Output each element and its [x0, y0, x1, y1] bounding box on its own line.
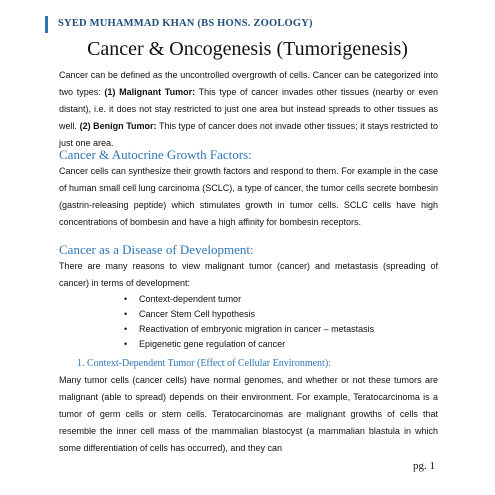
intro-text-1: Cancer can be defined as the uncontrolled overgrowth of cells. Cancer can be categorized into two types:: [59, 70, 438, 97]
list-item: • Reactivation of embryonic migration in cancer – metastasis: [124, 322, 374, 337]
header-accent-bar: [45, 16, 48, 33]
page-title: Cancer & Oncogenesis (Tumorigenesis): [87, 38, 408, 60]
list-item: • Cancer Stem Cell hypothesis: [124, 307, 374, 322]
subsection-heading-context-dependent: 1. Context-Dependent Tumor (Effect of Cellular Environment):: [77, 358, 331, 369]
section-heading-development: Cancer as a Disease of Development:: [59, 242, 254, 257]
development-reasons-list: [124, 292, 374, 352]
intro-text-3: This type of cancer does not invade other tissues; it stays restricted to just one area.: [59, 121, 438, 148]
document-header: SYED MUHAMMAD KHAN (BS HONS. ZOOLOGY): [58, 18, 313, 29]
page-number: pg. 1: [413, 460, 435, 472]
list-item: • Context-dependent tumor: [124, 292, 374, 307]
section-heading-autocrine: Cancer & Autocrine Growth Factors:: [59, 147, 252, 162]
intro-paragraph: [59, 67, 438, 152]
benign-tumor-label: (2) Benign Tumor:: [79, 121, 157, 131]
malignant-tumor-label: (1) Malignant Tumor:: [104, 87, 196, 97]
intro-text-2: This type of cancer invades other tissues (nearby or even distant), i.e. it does not stay restricted to just one area but instead spreads to other tissues as well.: [59, 87, 438, 131]
section-body-autocrine: Cancer cells can synthesize their growth factors and respond to them. For example in the case of human small cell lung carcinoma (SCLC), a type of cancer, the tumor cells secrete bombesin (gastrin-releasing peptide) which stimulates growth in tumor cells. SCLC cells have high concentrations of bombesin and have a high affinity for bombesin receptors.: [59, 166, 438, 227]
subsection-body-context-dependent: Many tumor cells (cancer cells) have normal genomes, and whether or not these tumors are malignant (able to spread) depends on their environment. For example, Teratocarcinoma is a tumor of germ cells or stem cells. Teratocarcinomas are malignant growths of cells that resemble the inner cell mass of the mammalian blastocyst (a mammalian blastula in which some differentiation of cells has occurred), and they can: [59, 375, 438, 453]
list-item: • Epigenetic gene regulation of cancer: [124, 337, 374, 352]
section-body-development: There are many reasons to view malignant tumor (cancer) and metastasis (spreading of cancer) in terms of development:: [59, 261, 438, 288]
